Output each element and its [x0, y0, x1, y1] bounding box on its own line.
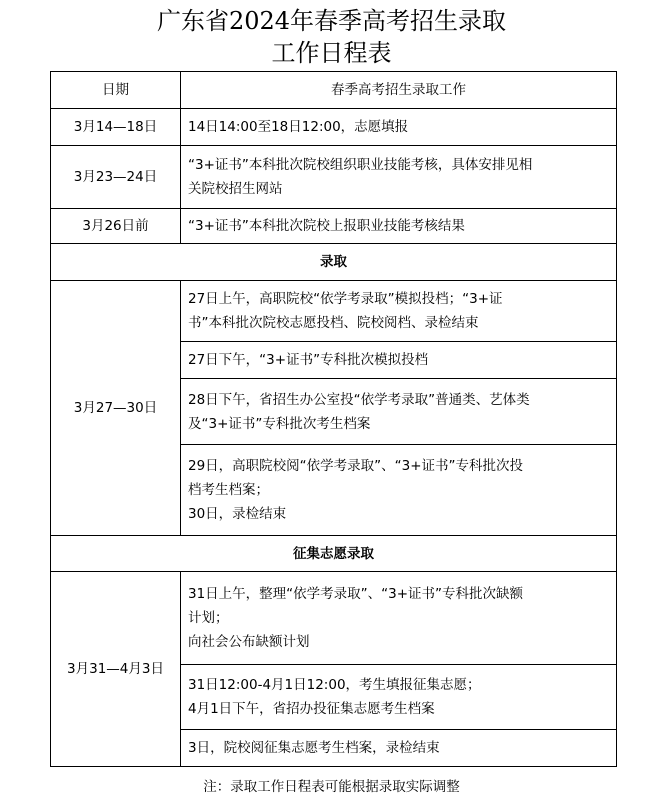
section-title: 征集志愿录取 — [51, 536, 617, 572]
task-line: 30日，录检结束 — [188, 506, 287, 522]
row-task — [181, 665, 617, 730]
task-line: “3+证书”本科批次院校上报职业技能考核结果 — [188, 218, 465, 234]
header-work: 春季高考招生录取工作 — [181, 72, 617, 109]
table-row — [51, 209, 617, 244]
task-line: 关院校招生网站 — [188, 181, 283, 197]
section-date: 3月31—4月3日 — [51, 572, 181, 767]
task-line: 14日14:00至18日12:00，志愿填报 — [188, 119, 409, 135]
section-title: 录取 — [51, 244, 617, 281]
row-task — [181, 730, 617, 767]
task-line: 及“3+证书”专科批次考生档案 — [188, 415, 371, 432]
row-task — [181, 445, 617, 536]
row-date: 3月26日前 — [51, 209, 181, 244]
row-task — [181, 281, 617, 342]
row-task — [181, 342, 617, 379]
row-task — [181, 379, 617, 445]
task-line: 28日下午，省招生办公室投“依学考录取”普通类、艺体类 — [188, 391, 530, 408]
task-line: 27日上午，高职院校“依学考录取”模拟投档；“3+证 — [188, 291, 503, 307]
row-task — [181, 109, 617, 146]
section-date: 3月27—30日 — [51, 281, 181, 536]
task-line: 31日上午，整理“依学考录取”、“3+证书”专科批次缺额 — [188, 586, 524, 602]
table-row — [51, 281, 617, 342]
row-date: 3月23—24日 — [51, 146, 181, 209]
task-line: 4月1日下午，省招办投征集志愿考生档案 — [188, 701, 435, 717]
task-line: 书”本科批次院校志愿投档、院校阅档、录检结束 — [188, 315, 479, 331]
footnote: 注：录取工作日程表可能根据录取实际调整 — [203, 779, 460, 795]
task-line: 向社会公布缺额计划 — [188, 634, 310, 650]
task-line: “3+证书”本科批次院校组织职业技能考核，具体安排见相 — [188, 157, 533, 173]
task-line: 31日12:00-4月1日12:00，考生填报征集志愿； — [188, 677, 481, 693]
row-task — [181, 572, 617, 665]
document-title-line-2: 工作日程表 — [271, 39, 392, 67]
row-date: 3月14—18日 — [51, 109, 181, 146]
row-task — [181, 209, 617, 244]
section-row-admission — [51, 244, 617, 281]
task-line: 29日，高职院校阅“依学考录取”、“3+证书”专科批次投 — [188, 458, 524, 474]
section-row-supplementary — [51, 536, 617, 572]
table-row — [51, 109, 617, 146]
row-task — [181, 146, 617, 209]
table-row — [51, 146, 617, 209]
document-title-line-1: 广东省2024年春季高考招生录取 — [156, 7, 507, 35]
task-line: 27日下午，“3+证书”专科批次模拟投档 — [188, 352, 429, 368]
task-line: 档考生档案； — [188, 482, 269, 498]
header-date: 日期 — [51, 72, 181, 109]
table-header-row — [51, 72, 617, 109]
schedule-table — [50, 71, 617, 767]
task-line: 3日，院校阅征集志愿考生档案，录检结束 — [188, 740, 440, 756]
table-row — [51, 572, 617, 665]
task-line: 计划； — [188, 610, 229, 626]
